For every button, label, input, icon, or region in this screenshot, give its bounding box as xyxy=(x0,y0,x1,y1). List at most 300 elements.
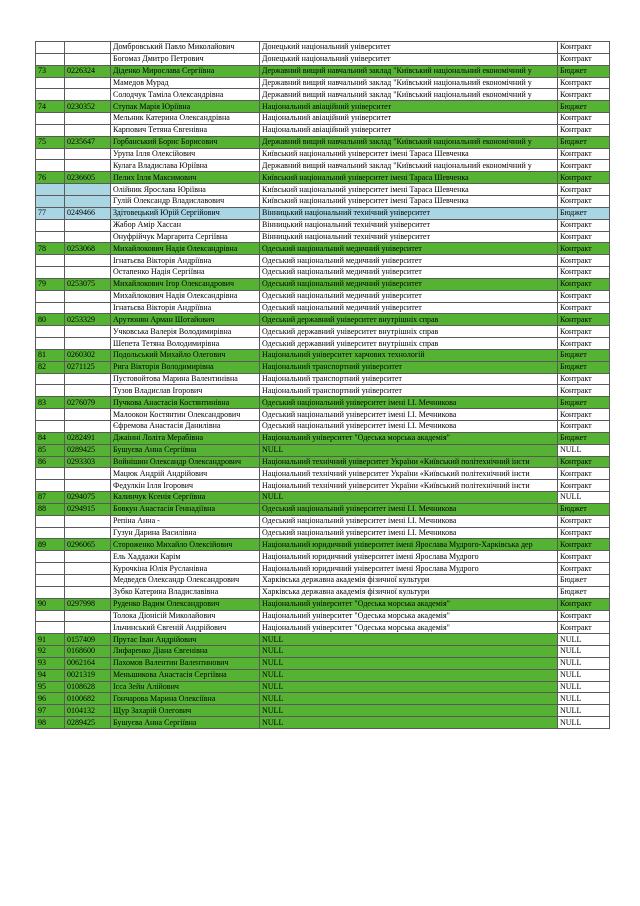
cell-id: 0293303 xyxy=(65,456,111,468)
cell-row-number: 86 xyxy=(36,456,65,468)
cell-university: Одеський національний медичний університет xyxy=(260,255,558,267)
cell-university: Національний авіаційний університет xyxy=(260,113,558,125)
cell-row-number: 85 xyxy=(36,444,65,456)
cell-funding: Контракт xyxy=(558,148,610,160)
cell-student-name: Бушуєва Анна Сергіївна xyxy=(111,717,260,729)
cell-student-name: Зубко Катерина Владиславівна xyxy=(111,586,260,598)
cell-id xyxy=(65,574,111,586)
table-row xyxy=(36,551,610,563)
cell-university: Харківська державна академія фізичної культури xyxy=(260,574,558,586)
cell-student-name: Онуфрійчук Маргарита Сергіївна xyxy=(111,231,260,243)
cell-funding: Контракт xyxy=(558,610,610,622)
cell-id xyxy=(65,586,111,598)
cell-id xyxy=(65,409,111,421)
table-row xyxy=(36,539,610,551)
cell-student-name: Михайлокович Надія Олександрівна xyxy=(111,243,260,255)
cell-university: Одеський національний університет імені І.І. Мечникова xyxy=(260,503,558,515)
cell-funding: NULL xyxy=(558,634,610,646)
cell-student-name: Кулага Владислава Юріївна xyxy=(111,160,260,172)
cell-row-number: 81 xyxy=(36,349,65,361)
table-row xyxy=(36,172,610,184)
cell-university: Донецький національний університет xyxy=(260,42,558,54)
cell-row-number: 88 xyxy=(36,503,65,515)
table-row xyxy=(36,444,610,456)
cell-row-number: 74 xyxy=(36,101,65,113)
cell-id xyxy=(65,113,111,125)
cell-student-name: Арутюнян Арман Шотайович xyxy=(111,314,260,326)
cell-student-name: Ісса Зейн Алійович xyxy=(111,681,260,693)
cell-student-name: Тузов Владислав Ігорович xyxy=(111,385,260,397)
cell-row-number xyxy=(36,255,65,267)
cell-id xyxy=(65,338,111,350)
cell-student-name: Ільчинський Євгеній Андрійович xyxy=(111,622,260,634)
cell-funding: Бюджет xyxy=(558,207,610,219)
cell-id: 0236605 xyxy=(65,172,111,184)
cell-funding: Бюджет xyxy=(558,503,610,515)
cell-row-number xyxy=(36,622,65,634)
table-row xyxy=(36,717,610,729)
cell-funding: NULL xyxy=(558,492,610,504)
cell-row-number xyxy=(36,267,65,279)
table-row xyxy=(36,397,610,409)
cell-funding: Контракт xyxy=(558,563,610,575)
cell-id xyxy=(65,219,111,231)
cell-university: NULL xyxy=(260,693,558,705)
table-row xyxy=(36,160,610,172)
cell-row-number: 75 xyxy=(36,136,65,148)
cell-row-number xyxy=(36,195,65,207)
cell-id: 0235647 xyxy=(65,136,111,148)
table-row xyxy=(36,622,610,634)
cell-id: 0289425 xyxy=(65,444,111,456)
table-row xyxy=(36,302,610,314)
cell-student-name: Гончарова Марина Олексіївна xyxy=(111,693,260,705)
table-row xyxy=(36,657,610,669)
cell-university: Одеський національний університет імені І.І. Мечникова xyxy=(260,409,558,421)
cell-student-name: Ель Хаддажи Карім xyxy=(111,551,260,563)
cell-university: Київський національний університет імені Тараса Шевченка xyxy=(260,184,558,196)
cell-row-number xyxy=(36,290,65,302)
table-row xyxy=(36,432,610,444)
cell-id: 0062164 xyxy=(65,657,111,669)
cell-funding: NULL xyxy=(558,646,610,658)
cell-row-number xyxy=(36,563,65,575)
cell-student-name: Рига Вікторія Володимирівна xyxy=(111,361,260,373)
cell-funding: Контракт xyxy=(558,290,610,302)
cell-funding: Контракт xyxy=(558,243,610,255)
cell-row-number: 97 xyxy=(36,705,65,717)
table-row xyxy=(36,681,610,693)
cell-row-number: 79 xyxy=(36,278,65,290)
cell-id xyxy=(65,53,111,65)
cell-row-number xyxy=(36,574,65,586)
cell-row-number: 93 xyxy=(36,657,65,669)
cell-funding: NULL xyxy=(558,693,610,705)
cell-student-name: Ігнатьєва Вікторія Андріївна xyxy=(111,255,260,267)
cell-row-number xyxy=(36,610,65,622)
table-row xyxy=(36,89,610,101)
cell-university: Національний транспортний університет xyxy=(260,361,558,373)
cell-id xyxy=(65,610,111,622)
table-row xyxy=(36,101,610,113)
cell-id: 0226324 xyxy=(65,65,111,77)
cell-student-name: Федулкін Ілля Ігорович xyxy=(111,480,260,492)
cell-funding: Контракт xyxy=(558,480,610,492)
table-row xyxy=(36,290,610,302)
table-row xyxy=(36,468,610,480)
cell-university: Державний вищий навчальний заклад "Київський національний економічний у xyxy=(260,89,558,101)
cell-id xyxy=(65,622,111,634)
cell-funding: Контракт xyxy=(558,409,610,421)
cell-row-number: 94 xyxy=(36,669,65,681)
cell-student-name: Медведєв Олександр Олександрович xyxy=(111,574,260,586)
cell-student-name: Діденко Мирослава Сергіївна xyxy=(111,65,260,77)
cell-student-name: Малоокон Костянтин Олександрович xyxy=(111,409,260,421)
table-row xyxy=(36,421,610,433)
cell-id: 0260302 xyxy=(65,349,111,361)
cell-student-name: Карпович Тетяна Євгенівна xyxy=(111,124,260,136)
cell-university: Одеський національний медичний університет xyxy=(260,302,558,314)
cell-university: Національний юридичний університет імені Ярослава Мудрого xyxy=(260,551,558,563)
cell-funding: Контракт xyxy=(558,456,610,468)
cell-id xyxy=(65,267,111,279)
cell-row-number xyxy=(36,385,65,397)
cell-funding: Контракт xyxy=(558,231,610,243)
table-row xyxy=(36,231,610,243)
cell-university: NULL xyxy=(260,717,558,729)
cell-id: 0271125 xyxy=(65,361,111,373)
cell-student-name: Курочкіна Юлія Русланівна xyxy=(111,563,260,575)
cell-id: 0276079 xyxy=(65,397,111,409)
cell-student-name: Олійник Ярослава Юріївна xyxy=(111,184,260,196)
cell-row-number xyxy=(36,515,65,527)
cell-funding: Контракт xyxy=(558,160,610,172)
cell-row-number xyxy=(36,89,65,101)
cell-funding: Контракт xyxy=(558,184,610,196)
cell-row-number: 82 xyxy=(36,361,65,373)
table-row xyxy=(36,326,610,338)
table-row xyxy=(36,373,610,385)
cell-student-name: Єфремова Анастасія Данилівна xyxy=(111,421,260,433)
cell-funding: Контракт xyxy=(558,527,610,539)
cell-university: Національний технічний університет України «Київський політехнічний інсти xyxy=(260,468,558,480)
cell-student-name: Урупа Ілля Олексійович xyxy=(111,148,260,160)
cell-funding: Бюджет xyxy=(558,65,610,77)
cell-student-name: Шепета Тетяна Володимирівна xyxy=(111,338,260,350)
cell-row-number: 77 xyxy=(36,207,65,219)
cell-row-number xyxy=(36,338,65,350)
cell-student-name: Мельник Катерина Олександрівна xyxy=(111,113,260,125)
cell-row-number xyxy=(36,231,65,243)
cell-student-name: Домбровський Павло Миколайович xyxy=(111,42,260,54)
cell-row-number xyxy=(36,468,65,480)
cell-funding: Контракт xyxy=(558,326,610,338)
cell-id xyxy=(65,195,111,207)
cell-university: Національний технічний університет України «Київський політехнічний інсти xyxy=(260,480,558,492)
cell-university: Одеський державний університет внутрішніх справ xyxy=(260,314,558,326)
cell-university: Київський національний університет імені Тараса Шевченка xyxy=(260,195,558,207)
cell-student-name: Бовкун Анастасія Геннадіївна xyxy=(111,503,260,515)
cell-row-number: 78 xyxy=(36,243,65,255)
cell-student-name: Пустовойтова Марина Валентинівна xyxy=(111,373,260,385)
table-row xyxy=(36,113,610,125)
cell-university: Одеський національний медичний університет xyxy=(260,243,558,255)
cell-id xyxy=(65,421,111,433)
cell-id xyxy=(65,302,111,314)
cell-row-number xyxy=(36,184,65,196)
cell-university: NULL xyxy=(260,705,558,717)
cell-student-name: Лифаренко Діана Євгенівна xyxy=(111,646,260,658)
cell-row-number xyxy=(36,77,65,89)
cell-university: Одеський національний університет імені І.І. Мечникова xyxy=(260,397,558,409)
cell-id xyxy=(65,468,111,480)
cell-university: Одеський національний університет імені І.І. Мечникова xyxy=(260,515,558,527)
cell-row-number xyxy=(36,53,65,65)
cell-funding: Бюджет xyxy=(558,586,610,598)
cell-id: 0021319 xyxy=(65,669,111,681)
cell-student-name: Джаінні Лоліта Мерабівна xyxy=(111,432,260,444)
cell-student-name: Пахомов Валентин Валентинович xyxy=(111,657,260,669)
cell-funding: Контракт xyxy=(558,421,610,433)
cell-id xyxy=(65,385,111,397)
cell-row-number xyxy=(36,160,65,172)
cell-id xyxy=(65,148,111,160)
cell-student-name: Пелих Ілля Максимович xyxy=(111,172,260,184)
cell-university: NULL xyxy=(260,634,558,646)
table-row xyxy=(36,527,610,539)
table-row xyxy=(36,574,610,586)
cell-row-number xyxy=(36,302,65,314)
cell-university: Національний університет "Одеська морська академія" xyxy=(260,432,558,444)
cell-row-number: 76 xyxy=(36,172,65,184)
cell-row-number: 91 xyxy=(36,634,65,646)
cell-university: NULL xyxy=(260,646,558,658)
cell-row-number xyxy=(36,326,65,338)
cell-student-name: Михайлокович Ігор Олександрович xyxy=(111,278,260,290)
cell-university: Національний юридичний університет імені Ярослава Мудрого-Харківська дер xyxy=(260,539,558,551)
cell-university: NULL xyxy=(260,681,558,693)
cell-student-name: Войнішин Олександр Олександрович xyxy=(111,456,260,468)
table-row xyxy=(36,53,610,65)
cell-funding: Бюджет xyxy=(558,574,610,586)
cell-id: 0253329 xyxy=(65,314,111,326)
table-row xyxy=(36,515,610,527)
cell-row-number: 95 xyxy=(36,681,65,693)
cell-funding: Контракт xyxy=(558,468,610,480)
table-row xyxy=(36,610,610,622)
cell-student-name: Здітовецький Юрій Сергійович xyxy=(111,207,260,219)
cell-id: 0168600 xyxy=(65,646,111,658)
cell-row-number: 89 xyxy=(36,539,65,551)
table-row xyxy=(36,195,610,207)
cell-student-name: Репіна Анна - xyxy=(111,515,260,527)
cell-funding: Контракт xyxy=(558,195,610,207)
cell-funding: Контракт xyxy=(558,551,610,563)
cell-id xyxy=(65,290,111,302)
table-row xyxy=(36,669,610,681)
cell-university: Вінницький національний технічний університет xyxy=(260,207,558,219)
table-row xyxy=(36,278,610,290)
cell-row-number: 80 xyxy=(36,314,65,326)
cell-student-name: Меньшикова Анастасія Сергіївна xyxy=(111,669,260,681)
cell-id xyxy=(65,515,111,527)
cell-university: Київський національний університет імені Тараса Шевченка xyxy=(260,172,558,184)
cell-student-name: Мацюк Андрій Андрійович xyxy=(111,468,260,480)
cell-funding: Бюджет xyxy=(558,349,610,361)
cell-id: 0294075 xyxy=(65,492,111,504)
cell-student-name: Ступак Марія Юріївна xyxy=(111,101,260,113)
table-row xyxy=(36,586,610,598)
table-row xyxy=(36,314,610,326)
cell-funding: Контракт xyxy=(558,515,610,527)
cell-id: 0294915 xyxy=(65,503,111,515)
cell-university: Національний авіаційний університет xyxy=(260,101,558,113)
cell-funding: Контракт xyxy=(558,89,610,101)
cell-id: 0253068 xyxy=(65,243,111,255)
table-row xyxy=(36,77,610,89)
students-table xyxy=(35,41,610,729)
cell-university: Одеський національний університет імені І.І. Мечникова xyxy=(260,421,558,433)
cell-university: Донецький національний університет xyxy=(260,53,558,65)
cell-university: Київський національний університет імені Тараса Шевченка xyxy=(260,148,558,160)
cell-student-name: Солодчук Таміла Олександрівна xyxy=(111,89,260,101)
table-row xyxy=(36,634,610,646)
cell-university: Національний технічний університет України «Київський політехнічний інсти xyxy=(260,456,558,468)
cell-id: 0289425 xyxy=(65,717,111,729)
cell-university: Одеський державний університет внутрішніх справ xyxy=(260,326,558,338)
cell-university: Національний юридичний університет імені Ярослава Мудрого xyxy=(260,563,558,575)
cell-funding: Контракт xyxy=(558,539,610,551)
cell-funding: Контракт xyxy=(558,622,610,634)
cell-student-name: Богомаз Дмитро Петрович xyxy=(111,53,260,65)
table-row xyxy=(36,705,610,717)
cell-funding: Контракт xyxy=(558,113,610,125)
table-row xyxy=(36,148,610,160)
cell-university: Державний вищий навчальний заклад "Київський національний економічний у xyxy=(260,160,558,172)
cell-row-number xyxy=(36,113,65,125)
table-row xyxy=(36,646,610,658)
table-row xyxy=(36,492,610,504)
cell-student-name: Пучкова Анастасія Костянтинівна xyxy=(111,397,260,409)
cell-funding: Контракт xyxy=(558,385,610,397)
table-row xyxy=(36,349,610,361)
table-row xyxy=(36,361,610,373)
cell-student-name: Гулій Олександр Владиславович xyxy=(111,195,260,207)
cell-id: 0108628 xyxy=(65,681,111,693)
cell-university: Державний вищий навчальний заклад "Київський національний економічний у xyxy=(260,65,558,77)
cell-university: NULL xyxy=(260,444,558,456)
cell-funding: Контракт xyxy=(558,338,610,350)
cell-funding: NULL xyxy=(558,657,610,669)
cell-funding: Контракт xyxy=(558,255,610,267)
cell-funding: NULL xyxy=(558,717,610,729)
cell-funding: Бюджет xyxy=(558,397,610,409)
cell-student-name: Калинчук Ксенія Сергіївна xyxy=(111,492,260,504)
cell-funding: Контракт xyxy=(558,302,610,314)
table-row xyxy=(36,136,610,148)
cell-student-name: Подольський Михайло Олегович xyxy=(111,349,260,361)
cell-id xyxy=(65,563,111,575)
cell-university: Одеський національний медичний університет xyxy=(260,267,558,279)
cell-student-name: Бушуєва Анна Сергіївна xyxy=(111,444,260,456)
cell-row-number: 90 xyxy=(36,598,65,610)
cell-row-number xyxy=(36,219,65,231)
cell-id xyxy=(65,527,111,539)
cell-row-number xyxy=(36,373,65,385)
cell-row-number xyxy=(36,148,65,160)
cell-student-name: Горбанський Борис Борисович xyxy=(111,136,260,148)
cell-row-number: 87 xyxy=(36,492,65,504)
cell-university: Національний транспортний університет xyxy=(260,373,558,385)
table-row xyxy=(36,385,610,397)
cell-funding: Контракт xyxy=(558,53,610,65)
cell-student-name: Остапенко Надія Сергіївна xyxy=(111,267,260,279)
cell-university: NULL xyxy=(260,669,558,681)
cell-funding: NULL xyxy=(558,681,610,693)
cell-funding: Бюджет xyxy=(558,432,610,444)
table-row xyxy=(36,598,610,610)
table-row xyxy=(36,693,610,705)
cell-id xyxy=(65,231,111,243)
table-row xyxy=(36,255,610,267)
cell-id xyxy=(65,373,111,385)
cell-id: 0253075 xyxy=(65,278,111,290)
cell-funding: Контракт xyxy=(558,77,610,89)
cell-row-number xyxy=(36,551,65,563)
cell-row-number: 92 xyxy=(36,646,65,658)
cell-funding: Контракт xyxy=(558,373,610,385)
table-body xyxy=(36,42,610,729)
cell-university: Національний університет "Одеська морська академія" xyxy=(260,622,558,634)
cell-id: 0249466 xyxy=(65,207,111,219)
cell-id xyxy=(65,480,111,492)
cell-id xyxy=(65,42,111,54)
cell-university: NULL xyxy=(260,492,558,504)
cell-student-name: Руденко Вадим Олександрович xyxy=(111,598,260,610)
cell-funding: Бюджет xyxy=(558,101,610,113)
cell-id: 0100682 xyxy=(65,693,111,705)
cell-id: 0282491 xyxy=(65,432,111,444)
table-row xyxy=(36,42,610,54)
cell-funding: NULL xyxy=(558,444,610,456)
table-row xyxy=(36,207,610,219)
cell-row-number xyxy=(36,409,65,421)
table-row xyxy=(36,184,610,196)
cell-row-number: 73 xyxy=(36,65,65,77)
cell-university: Національний університет "Одеська морська академія" xyxy=(260,598,558,610)
cell-university: Вінницький національний технічний університет xyxy=(260,231,558,243)
cell-university: Одеський національний університет імені І.І. Мечникова xyxy=(260,527,558,539)
table-row xyxy=(36,409,610,421)
cell-student-name: Ігнатьєва Вікторія Андріївна xyxy=(111,302,260,314)
cell-id: 0297998 xyxy=(65,598,111,610)
cell-id xyxy=(65,326,111,338)
cell-student-name: Мамедов Мурад xyxy=(111,77,260,89)
cell-row-number: 84 xyxy=(36,432,65,444)
cell-university: Національний транспортний університет xyxy=(260,385,558,397)
cell-university: Харківська державна академія фізичної культури xyxy=(260,586,558,598)
cell-id xyxy=(65,551,111,563)
cell-funding: Контракт xyxy=(558,278,610,290)
cell-student-name: Щур Захарій Олегович xyxy=(111,705,260,717)
cell-row-number: 98 xyxy=(36,717,65,729)
table-row xyxy=(36,503,610,515)
table-row xyxy=(36,219,610,231)
cell-student-name: Гузун Дарина Василівна xyxy=(111,527,260,539)
cell-id xyxy=(65,77,111,89)
cell-id: 0104132 xyxy=(65,705,111,717)
cell-id xyxy=(65,184,111,196)
